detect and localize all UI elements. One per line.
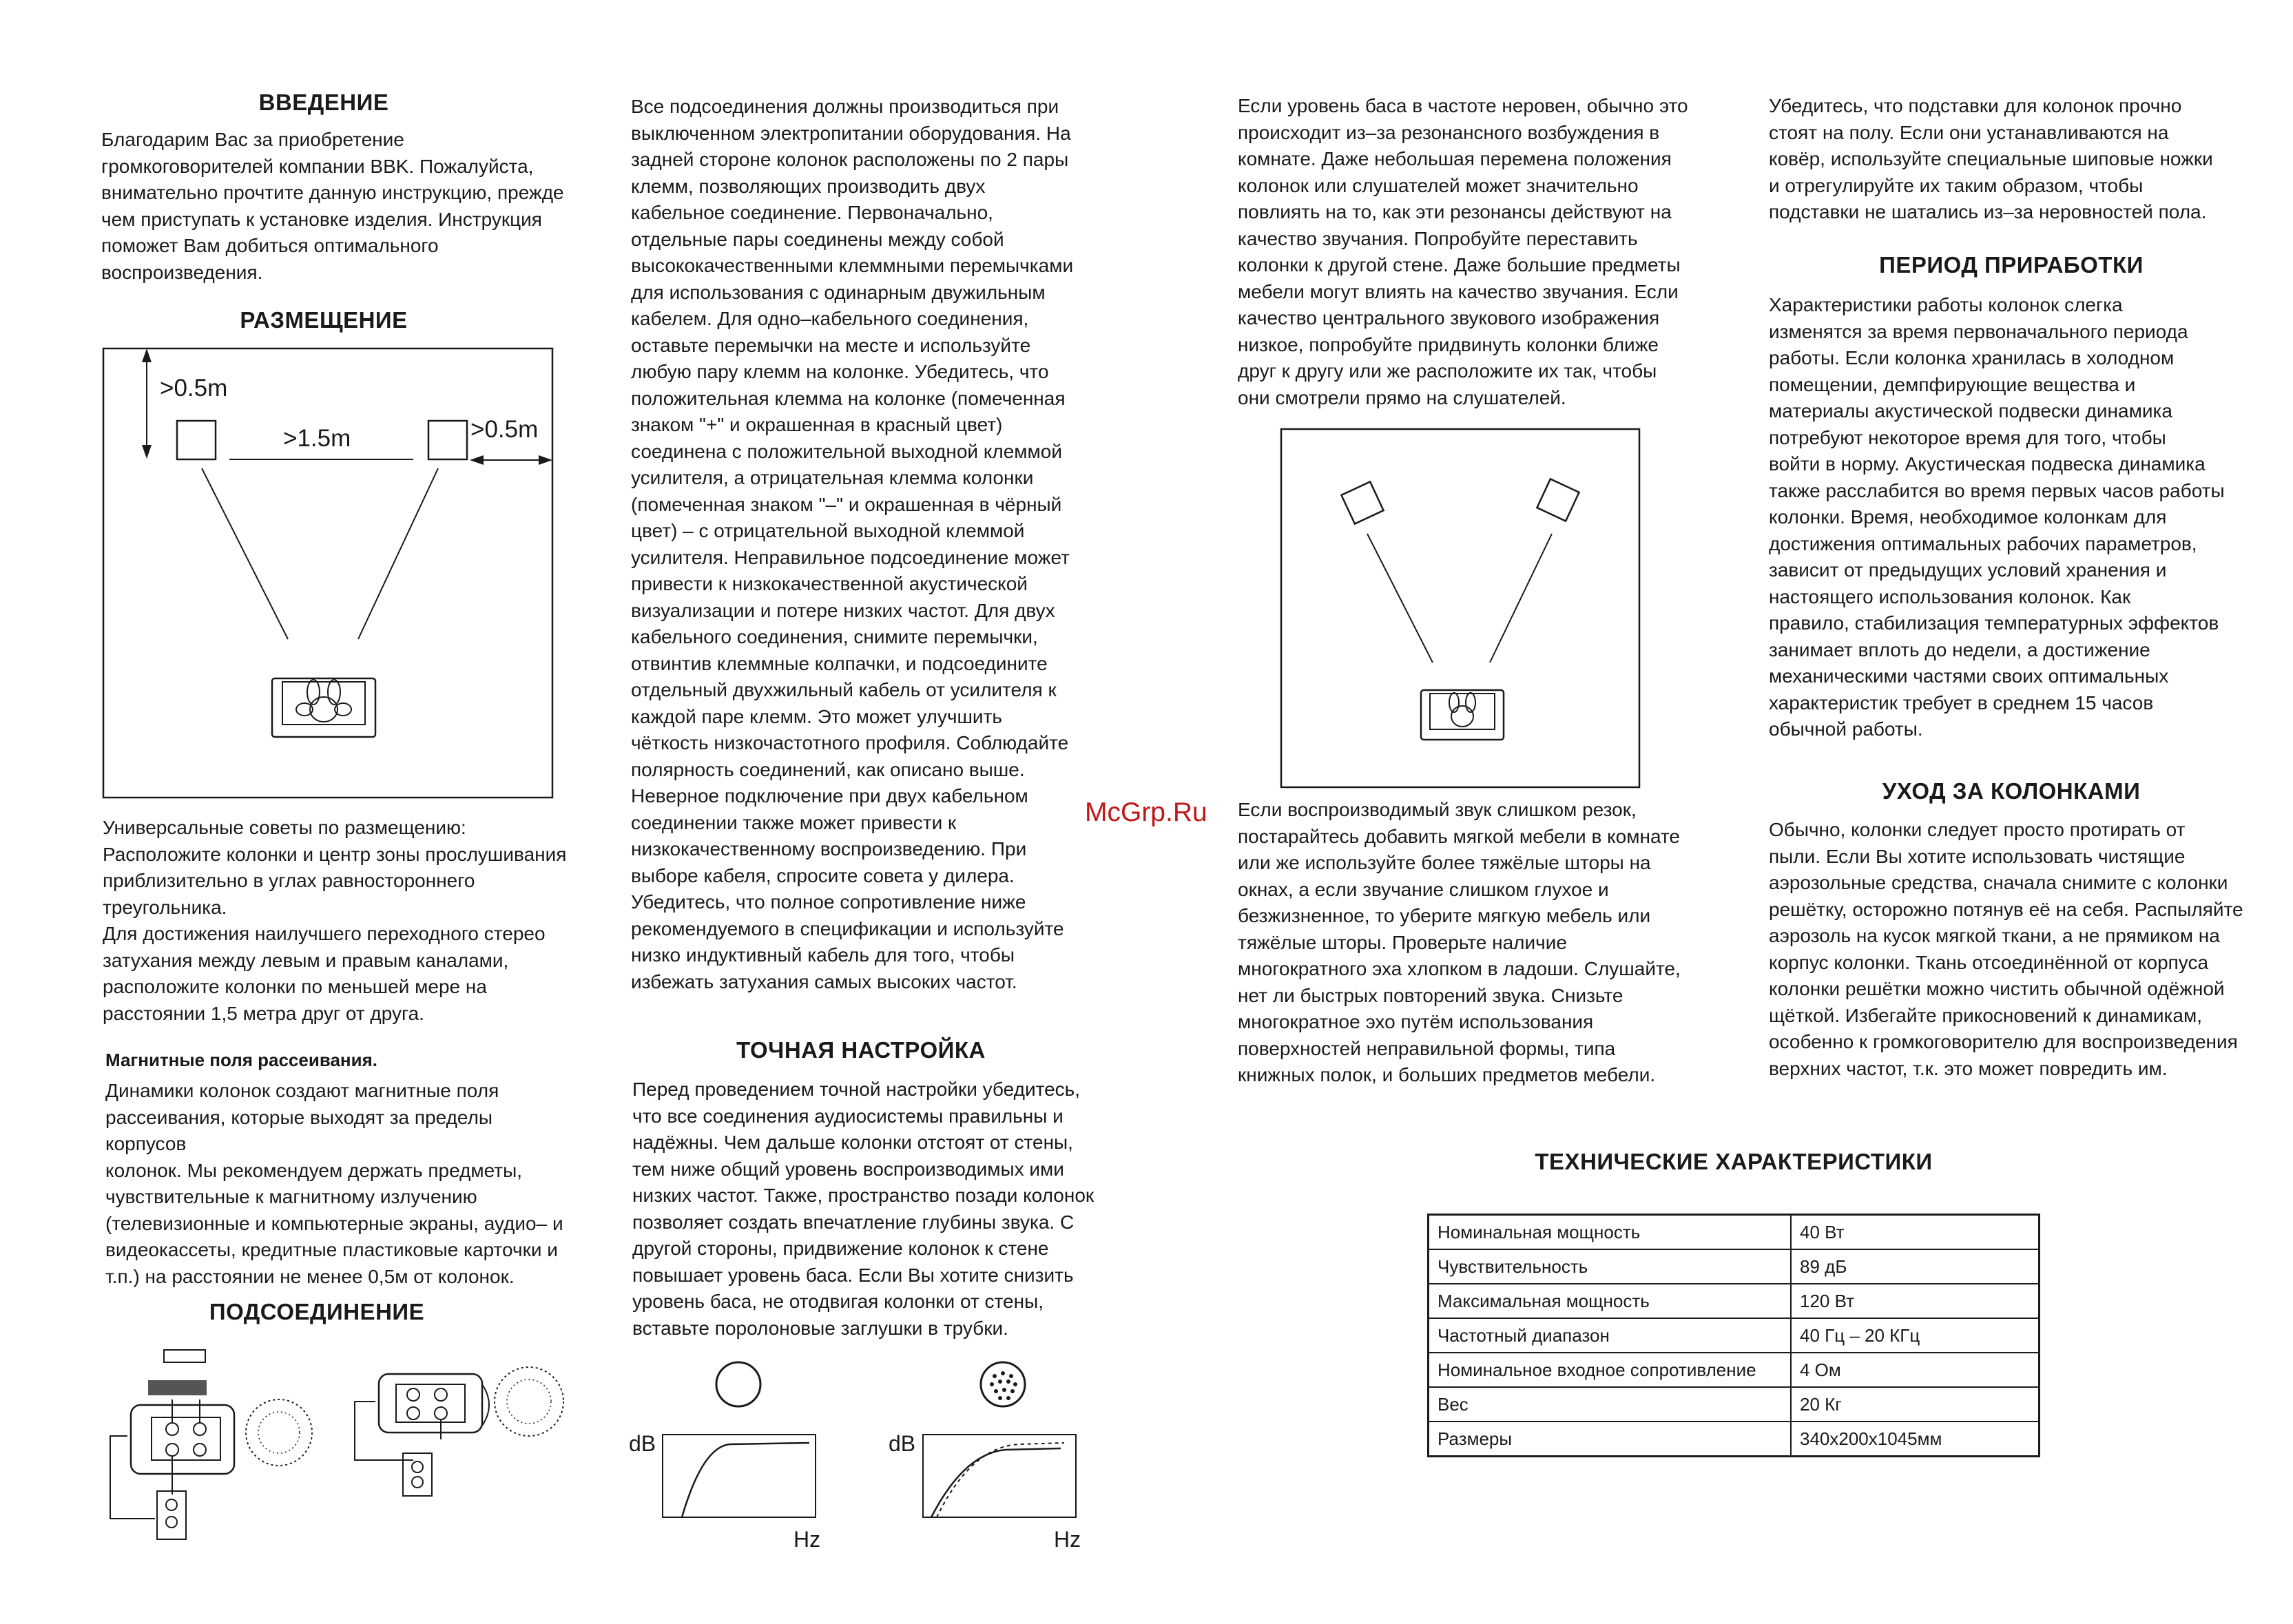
specs-title: ТЕХНИЧЕСКИЕ ХАРАКТЕРИСТИКИ — [1535, 1149, 1933, 1174]
col4-text1: Убедитесь, что подставки для колонок прочно стоят на полу. Если они устанавливаются на ковёр, используйте специальные шиповые ножки и отрегулируйте их таким образом, чтобы подставки не шатались из–за неровностей пола. — [1769, 95, 2213, 222]
spec-value: 4 Ом — [1791, 1353, 2040, 1387]
placement-tips: Универсальные советы по размещению: Расположите колонки и центр зоны прослушивания приблизительно в углах равностороннего треугольника. Для достижения наилучшего переходного стерео затухания между левым и правым каналами, расположите колонки по меньшей мере на расстоянии 1,5 метра друг от друга. — [103, 817, 567, 1024]
spec-value: 120 Вт — [1791, 1284, 2040, 1318]
table-row — [1429, 1284, 2040, 1318]
table-row — [1429, 1353, 2040, 1387]
tuning-title: ТОЧНАЯ НАСТРОЙКА — [736, 1037, 986, 1063]
spec-value: 40 Гц – 20 КГц — [1791, 1318, 2040, 1353]
spec-label: Частотный диапазон — [1429, 1318, 1792, 1353]
graph2-x-label: Hz — [1054, 1527, 1081, 1552]
spec-value: 20 Кг — [1791, 1387, 2040, 1422]
spec-value: 40 Вт — [1791, 1215, 2040, 1250]
dist-between-label: >1.5m — [283, 425, 351, 452]
table-row — [1429, 1422, 2040, 1457]
breakin-title: ПЕРИОД ПРИРАБОТКИ — [1879, 252, 2144, 278]
spec-label: Номинальное входное сопротивление — [1429, 1353, 1792, 1387]
table-row — [1429, 1249, 2040, 1284]
spec-label: Чувствительность — [1429, 1249, 1792, 1284]
tuning-text: Перед проведением точной настройки убедитесь, что все соединения аудиосистемы правильны и надёжны. Чем дальше колонки отстоят от стены, тем ниже общий уровень воспроизводимых ими низких частот. Также, пространство позади колонок позволяет создать впечатление глубины звука. С другой стороны, придвижение колонок к стене повышает уровень баса. Если Вы хотите снизить уровень баса, не отодвигая колонки от стены, вставьте поролоновые заглушки в трубки. — [632, 1079, 1094, 1339]
spec-label: Размеры — [1429, 1422, 1792, 1457]
care-title: УХОД ЗА КОЛОНКАМИ — [1882, 778, 2141, 804]
connection-title: ПОДСОЕДИНЕНИЕ — [209, 1299, 425, 1324]
dist-side-label: >0.5m — [470, 416, 539, 443]
magnetic-title: Магнитные поля рассеивания. — [105, 1050, 378, 1070]
table-row — [1429, 1215, 2040, 1250]
intro-text: Благодарим Вас за приобретение громкоговорителей компании BBK. Пожалуйста, внимательно прочтите данную инструкцию, прежде чем приступать к установке изделия. Инструкция поможет Вам добиться оптимального воспроизведения. — [101, 129, 564, 283]
placement-title: РАЗМЕЩЕНИЕ — [240, 307, 408, 333]
graph1-y-label: dB — [629, 1431, 656, 1456]
col3-text1: Если уровень баса в частоте неровен, обычно это происходит из–за резонансного возбуждения в комнате. Даже небольшая перемена положения колонок или слушателей может значительно повлиять на то, как эти резонансы действуют на качество звучания. Попробуйте переставить колонки к другой стене. Даже большие предметы мебели могут влиять на качество звучания. Если качество центрального звукового изображения низкое, попробуйте придвинуть колонки ближе друг к другу или же расположите их так, чтобы они смотрели прямо на слушателей. — [1238, 95, 1688, 408]
table-row — [1429, 1318, 2040, 1353]
spec-value: 340х200х1045мм — [1791, 1422, 2040, 1457]
spec-label: Вес — [1429, 1387, 1792, 1422]
care-text: Обычно, колонки следует просто протирать от пыли. Если Вы хотите использовать чистящие аэрозольные средства, сначала снимите с колонки решётку, осторожно потянув её на себя. Распыляйте аэрозоль на кусок мягкой ткани, а не прямиком на корпус колонки. Ткань отсоединённой от корпуса колонки решётки можно чистить обычной одёжной щёткой. Избегайте прикосновений к динамикам, особенно к громкоговорителю для воспроизведения верхних частот, т.к. это может повредить им. — [1769, 819, 2243, 1079]
connection-text: Все подсоединения должны производиться при выключенном электропитании оборудования. На задней стороне колонок расположены по 2 пары клемм, позволяющих производить двух кабельное соединение. Первоначально, отдельные пары соединены между собой высококачественными клеммными перемычками для использования с одинарным двужильным кабелем. Для одно–кабельного соединения, оставьте перемычки на месте и используйте любую пару клемм на колонке. Убедитесь, что положительная клемма на колонке (помеченная знаком "+" и окрашенная в красный цвет) соединена с положительной выходной клеммой усилителя, а отрицательная клемма колонки (помеченная знаком "–" и окрашенная в чёрный цвет) – с отрицательной выходной клеммой усилителя. Неправильное подсоединение может привести к низкокачественной акустической визуализации и потере низких частот. Для двух кабельного соединения, снимите перемычки, отвинтив клеммные колпачки, и подсоедините отдельный двухжильный кабель от усилителя к каждой паре клемм. Это может улучшить чёткость низкочастотного профиля. Соблюдайте полярность соединений, как описано выше. Неверное подключение при двух кабельном соединении также может привести к низкокачественному воспроизведению. При выборе кабеля, спросите совета у дилера. Убедитесь, что полное сопротивление ниже рекомендуемого в спецификации и используйте низко индуктивный кабель для того, чтобы избежать затухания самых высоких частот. — [631, 96, 1074, 992]
watermark-text: McGrp.Ru — [1085, 798, 1207, 827]
graph1-x-label: Hz — [793, 1527, 821, 1552]
specs-table — [1427, 1214, 2040, 1457]
breakin-text: Характеристики работы колонок слегка изменятся за время первоначального периода работы. Если колонка хранилась в холодном помещении, демпфирующие вещества и материалы акустической подвески динамика потребуют некоторое время для того, чтобы войти в норму. Акустическая подвеска динамика также расслабится во время первых часов работы колонки. Время, необходимое колонкам для достижения оптимальных рабочих параметров, зависит от предыдущих условий хранения и настоящего использования колонок. Как правило, стабилизация температурных эффектов занимает вплоть до недели, а достижение механическими частями своих оптимальных характеристик требует в среднем 15 часов обычной работы. — [1769, 294, 2225, 740]
col3-text2: Если воспроизводимый звук слишком резок, постарайтесь добавить мягкой мебели в комнате или же используйте более тяжёлые шторы на окнах, а если звучание слишком глухое и безжизненное, то уберите мягкую мебель или тяжёлые шторы. Проверьте наличие многократного эха хлопком в ладоши. Слушайте, нет ли быстрых повторений звука. Снизьте многократное эхо путём использования поверхностей неправильной формы, типа книжных полок, и больших предметов мебели. — [1238, 799, 1681, 1085]
magnetic-text: Динамики колонок создают магнитные поля рассеивания, которые выходят за пределы корпусов колонок. Мы рекомендуем держать предметы, чувствительные к магнитному излучению (телевизионные и компьютерные экраны, аудио– и видеокассеты, кредитные пластиковые карточки и т.п.) на расстоянии не менее 0,5м от колонок. — [105, 1080, 563, 1287]
table-row — [1429, 1387, 2040, 1422]
spec-value: 89 дБ — [1791, 1249, 2040, 1284]
spec-label: Номинальная мощность — [1429, 1215, 1792, 1250]
intro-title: ВВЕДЕНИЕ — [258, 90, 389, 115]
spec-label: Максимальная мощность — [1429, 1284, 1792, 1318]
graph2-y-label: dB — [889, 1431, 916, 1456]
dist-top-label: >0.5m — [160, 375, 228, 402]
